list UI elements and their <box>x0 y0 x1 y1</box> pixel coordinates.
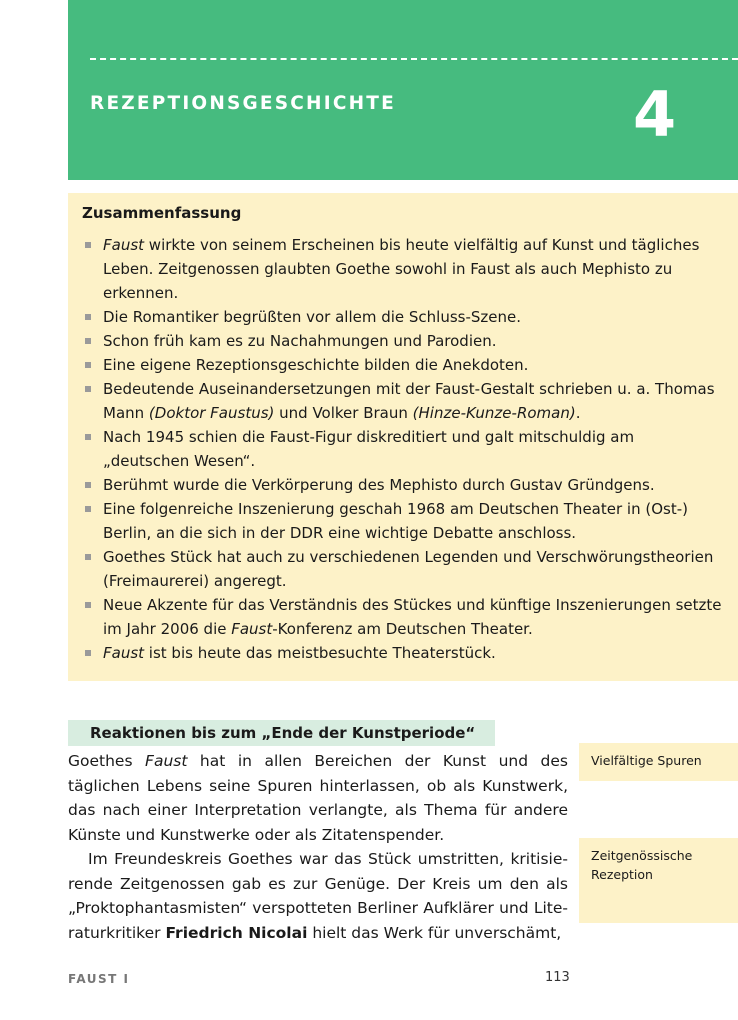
margin-note-rezeption: Zeitgenössische Rezeption <box>579 838 738 923</box>
summary-box <box>68 193 738 681</box>
footer-book-title: FAUST I <box>68 972 130 986</box>
square-bullet-icon <box>85 242 91 248</box>
square-bullet-icon <box>85 506 91 512</box>
summary-item: Eine eigene Rezeptionsgeschichte bilden die Anekdoten. <box>82 353 722 377</box>
square-bullet-icon <box>85 338 91 344</box>
body-text <box>68 749 568 945</box>
page-number: 113 <box>545 970 570 985</box>
summary-item: Nach 1945 schien die Faust-Figur diskreditiert und galt mitschuldig am „deutschen Wesen“. <box>82 425 722 473</box>
paragraph: Goethes Faust hat in allen Bereichen der Kunst und des täglichen Lebens seine Spuren hinterlassen, ob als Kunstwerk, das nach einer Interpretation verlangte, als Thema für andere Künste und Kunstwerke oder als Zitatenspender. <box>68 752 568 844</box>
square-bullet-icon <box>85 554 91 560</box>
square-bullet-icon <box>85 362 91 368</box>
summary-item: Faust wirkte von seinem Erscheinen bis heute vielfältig auf Kunst und tägliches Leben. Zeitgenossen glaubten Goethe sowohl in Faust als auch Mephisto zu erkennen. <box>82 233 722 305</box>
paragraph: Im Freundeskreis Goethes war das Stück umstritten, kritisierende Zeitgenossen gab es zur Genüge. Der Kreis um den als „Proktophantasmisten“ verspotteten Berliner Aufklärer und Literaturkritiker Friedrich Nicolai hielt das Werk für unverschämt, <box>68 850 568 942</box>
summary-item: Die Romantiker begrüßten vor allem die Schluss-Szene. <box>82 305 722 329</box>
summary-item: Eine folgenreiche Inszenierung geschah 1968 am Deutschen Theater in (Ost-) Berlin, an die sich in der DDR eine wichtige Debatte anschloss. <box>82 497 722 545</box>
section-heading: Reaktionen bis zum „Ende der Kunstperiode“ <box>68 720 495 746</box>
square-bullet-icon <box>85 482 91 488</box>
summary-title: Zusammenfassung <box>82 204 242 222</box>
square-bullet-icon <box>85 386 91 392</box>
summary-item: Schon früh kam es zu Nachahmungen und Parodien. <box>82 329 722 353</box>
summary-list <box>82 233 722 665</box>
summary-item: Goethes Stück hat auch zu verschiedenen Legenden und Verschwörungstheorien (Freimaurerei) angeregt. <box>82 545 722 593</box>
chapter-title: REZEPTIONSGESCHICHTE <box>90 93 396 114</box>
summary-item: Neue Akzente für das Verständnis des Stückes und künftige Inszenierungen setzte im Jahr 2006 die Faust-Konferenz am Deutschen Theater. <box>82 593 722 641</box>
chapter-number: 4 <box>633 78 677 151</box>
square-bullet-icon <box>85 602 91 608</box>
square-bullet-icon <box>85 314 91 320</box>
summary-item: Berühmt wurde die Verkörperung des Mephisto durch Gustav Gründgens. <box>82 473 722 497</box>
square-bullet-icon <box>85 650 91 656</box>
dashed-divider <box>90 58 738 60</box>
margin-note-spuren: Vielfältige Spuren <box>579 743 738 781</box>
chapter-header <box>68 0 738 180</box>
square-bullet-icon <box>85 434 91 440</box>
summary-item: Faust ist bis heute das meistbesuchte Theaterstück. <box>82 641 722 665</box>
summary-item: Bedeutende Auseinandersetzungen mit der Faust-Gestalt schrieben u. a. Thomas Mann (Doktor Faustus) und Volker Braun (Hinze-Kunze-Roman). <box>82 377 722 425</box>
